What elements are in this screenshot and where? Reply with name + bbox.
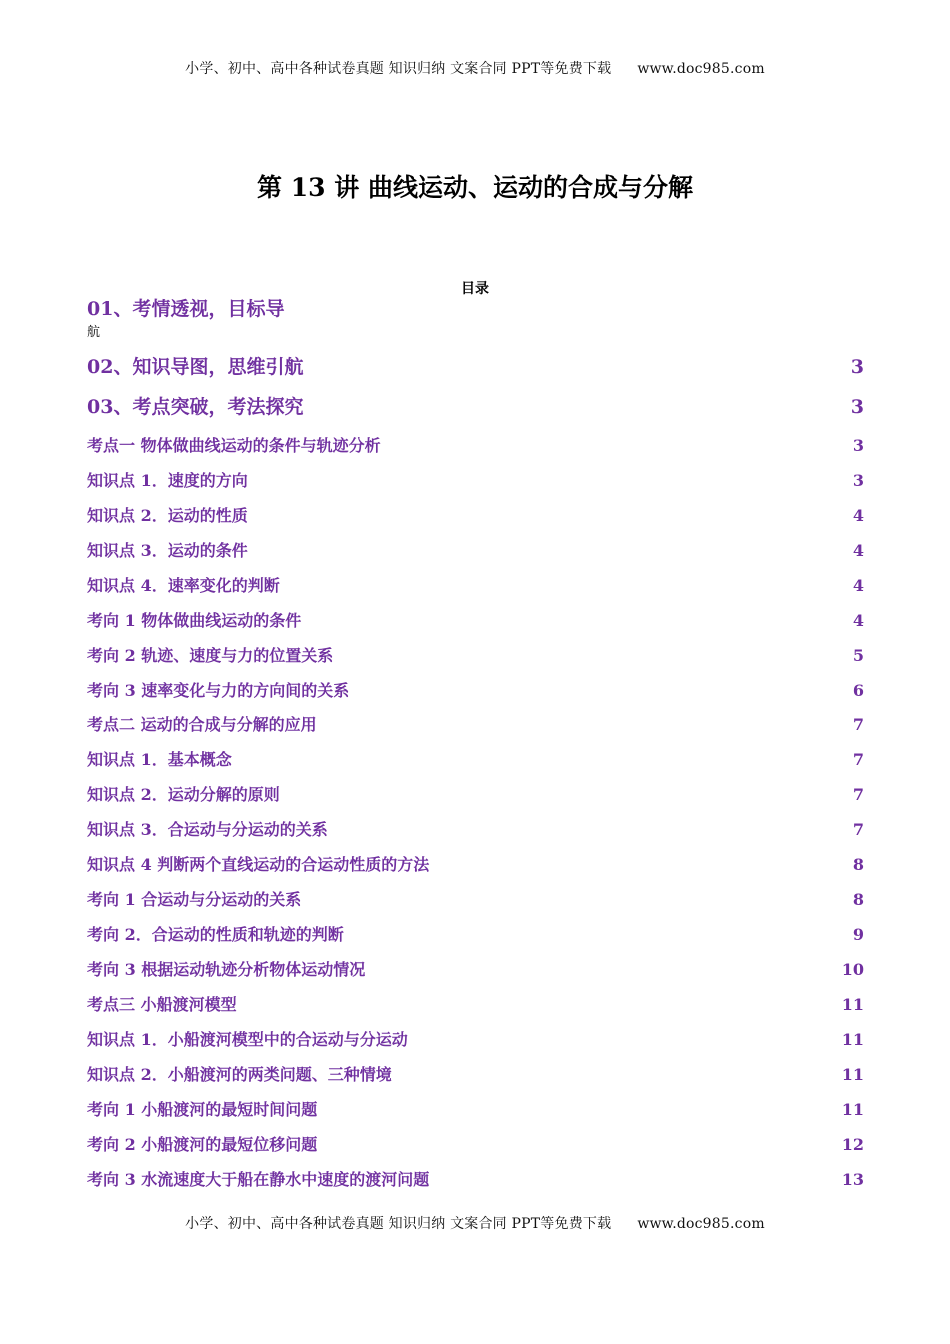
toc-page-number: 11 bbox=[841, 1100, 864, 1119]
toc-entry[interactable] bbox=[87, 889, 864, 911]
toc-page-number: 8 bbox=[852, 855, 864, 874]
toc-page-number: 3 bbox=[850, 396, 864, 418]
toc-page-number: 3 bbox=[852, 436, 864, 455]
toc-entry-label: 考点二 运动的合成与分解的应用 bbox=[87, 715, 317, 734]
toc-page-number: 5 bbox=[852, 646, 864, 665]
toc-entry[interactable] bbox=[87, 784, 864, 806]
toc-entry-label: 知识点 1．小船渡河模型中的合运动与分运动 bbox=[87, 1030, 408, 1049]
toc-entry[interactable] bbox=[87, 959, 864, 981]
toc-entry-label: 知识点 4 判断两个直线运动的合运动性质的方法 bbox=[87, 855, 430, 874]
toc-entry-label: 考向 1 合运动与分运动的关系 bbox=[87, 890, 302, 909]
toc-entry-label: 知识点 3．运动的条件 bbox=[87, 541, 248, 560]
toc-entry-label: 考向 3 水流速度大于船在静水中速度的渡河问题 bbox=[87, 1170, 430, 1189]
toc-entry[interactable] bbox=[87, 435, 864, 457]
toc-entry[interactable] bbox=[87, 680, 864, 702]
toc-entry-label: 考向 3 根据运动轨迹分析物体运动情况 bbox=[87, 960, 366, 979]
toc-entry-label: 知识点 2．小船渡河的两类问题、三种情境 bbox=[87, 1065, 392, 1084]
toc-entry[interactable] bbox=[87, 505, 864, 527]
toc-entry[interactable] bbox=[87, 994, 864, 1016]
toc-entry-overview[interactable]: 01、考情透视，目标导 bbox=[87, 298, 285, 320]
toc-entry-label: 考点三 小船渡河模型 bbox=[87, 995, 237, 1014]
toc-page-number: 7 bbox=[852, 750, 864, 769]
toc-entry-label: 知识点 1．基本概念 bbox=[87, 750, 232, 769]
toc-page-number: 11 bbox=[841, 1030, 864, 1049]
toc-entry[interactable] bbox=[87, 610, 864, 632]
page-footer bbox=[0, 1213, 950, 1233]
toc-entry-label: 考向 3 速率变化与力的方向间的关系 bbox=[87, 681, 350, 700]
document-title: 第 13 讲 曲线运动、运动的合成与分解 bbox=[257, 173, 693, 202]
footer-text: 小学、初中、高中各种试卷真题 知识归纳 文案合同 PPT等免费下载 bbox=[185, 1216, 612, 1232]
toc-entry[interactable] bbox=[87, 854, 864, 876]
toc-entry[interactable] bbox=[87, 1099, 864, 1121]
toc-page-number: 11 bbox=[841, 1065, 864, 1084]
toc-page-number: 3 bbox=[852, 471, 864, 490]
toc-entry[interactable] bbox=[87, 714, 864, 736]
toc-page-number: 7 bbox=[852, 715, 864, 734]
toc-entry[interactable] bbox=[87, 394, 864, 420]
toc-heading: 目录 bbox=[461, 281, 489, 297]
toc-page-number: 10 bbox=[841, 960, 864, 979]
toc-page-number: 6 bbox=[852, 681, 864, 700]
toc-entry-overview-wrap: 航 bbox=[87, 325, 101, 340]
toc-page-number: 3 bbox=[850, 356, 864, 378]
toc-entry-label: 考向 2．合运动的性质和轨迹的判断 bbox=[87, 925, 344, 944]
toc-page-number: 4 bbox=[852, 576, 864, 595]
toc-page-number: 7 bbox=[852, 820, 864, 839]
toc-entry-label: 考向 2 小船渡河的最短位移问题 bbox=[87, 1135, 318, 1154]
toc-entry-label: 03、考点突破，考法探究 bbox=[87, 396, 304, 418]
toc-entry-label: 考向 1 物体做曲线运动的条件 bbox=[87, 611, 302, 630]
toc-entry[interactable] bbox=[87, 575, 864, 597]
toc-entry-label: 知识点 2．运动的性质 bbox=[87, 506, 248, 525]
toc-entry[interactable] bbox=[87, 354, 864, 380]
toc-entry-label: 知识点 3．合运动与分运动的关系 bbox=[87, 820, 328, 839]
toc-entry-label: 02、知识导图，思维引航 bbox=[87, 356, 304, 378]
toc-page-number: 4 bbox=[852, 611, 864, 630]
toc-page-number: 12 bbox=[841, 1135, 864, 1154]
toc-entry[interactable] bbox=[87, 1064, 864, 1086]
toc-entry[interactable] bbox=[87, 1134, 864, 1156]
toc-entry[interactable] bbox=[87, 1029, 864, 1051]
toc-page-number: 4 bbox=[852, 541, 864, 560]
toc-entry-label: 知识点 4．速率变化的判断 bbox=[87, 576, 280, 595]
toc-page-number: 11 bbox=[841, 995, 864, 1014]
toc-entry[interactable] bbox=[87, 1169, 864, 1191]
toc-page-number: 7 bbox=[852, 785, 864, 804]
toc-entry[interactable] bbox=[87, 819, 864, 841]
toc-page-number: 9 bbox=[852, 925, 864, 944]
toc-entry-label: 知识点 2．运动分解的原则 bbox=[87, 785, 280, 804]
toc-page-number: 4 bbox=[852, 506, 864, 525]
footer-site-link[interactable]: www.doc985.com bbox=[637, 1216, 765, 1232]
toc-entry-label: 知识点 1．速度的方向 bbox=[87, 471, 248, 490]
toc-entry[interactable] bbox=[87, 470, 864, 492]
toc-entry[interactable] bbox=[87, 540, 864, 562]
toc-entry-label: 考向 2 轨迹、速度与力的位置关系 bbox=[87, 646, 334, 665]
toc-entry[interactable] bbox=[87, 645, 864, 667]
toc-entry-label: 考向 1 小船渡河的最短时间问题 bbox=[87, 1100, 318, 1119]
toc-page-number: 13 bbox=[841, 1170, 864, 1189]
page-header bbox=[0, 58, 950, 78]
header-text: 小学、初中、高中各种试卷真题 知识归纳 文案合同 PPT等免费下载 bbox=[185, 61, 612, 77]
toc-entry[interactable] bbox=[87, 749, 864, 771]
header-site-link[interactable]: www.doc985.com bbox=[637, 61, 765, 77]
toc-page-number: 8 bbox=[852, 890, 864, 909]
toc-entry-label: 考点一 物体做曲线运动的条件与轨迹分析 bbox=[87, 436, 381, 455]
toc-entry[interactable] bbox=[87, 924, 864, 946]
